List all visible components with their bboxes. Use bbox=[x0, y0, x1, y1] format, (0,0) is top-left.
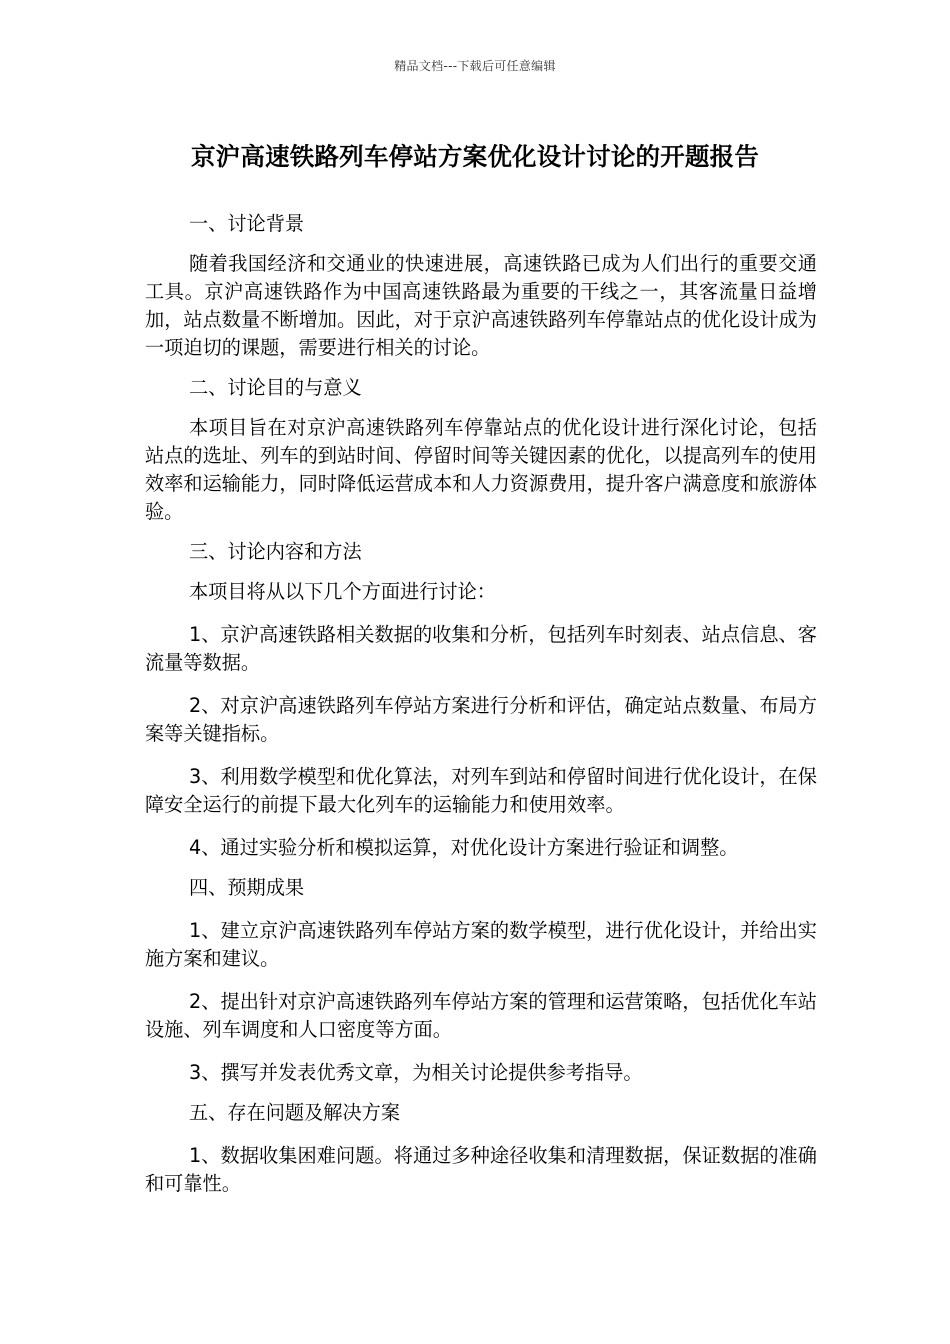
document-body bbox=[145, 210, 817, 1198]
section-heading-purpose: 二、讨论目的与意义 bbox=[189, 376, 362, 399]
paragraph-methods-intro: 本项目将从以下几个方面进行讨论： bbox=[189, 580, 496, 603]
document-title: 京沪高速铁路列车停站方案优化设计讨论的开题报告 bbox=[190, 142, 760, 171]
list-item-method-1: 1、京沪高速铁路相关数据的收集和分析，包括列车时刻表、站点信息、客流量等数据。 bbox=[145, 623, 817, 674]
section-heading-content-methods: 三、讨论内容和方法 bbox=[189, 540, 362, 563]
section-heading-expected-results: 四、预期成果 bbox=[189, 876, 305, 899]
list-item-problem-1: 1、数据收集困难问题。将通过多种途径收集和清理数据，保证数据的准确和可靠性。 bbox=[145, 1144, 817, 1195]
list-item-method-2: 2、对京沪高速铁路列车停站方案进行分析和评估，确定站点数量、布局方案等关键指标。 bbox=[145, 694, 817, 745]
list-item-method-4: 4、通过实验分析和模拟运算，对优化设计方案进行验证和调整。 bbox=[189, 836, 739, 859]
list-item-method-3: 3、利用数学模型和优化算法，对列车到站和停留时间进行优化设计，在保障安全运行的前提下最大化列车的运输能力和使用效率。 bbox=[145, 765, 817, 816]
paragraph-background: 随着我国经济和交通业的快速进展，高速铁路已成为人们出行的重要交通工具。京沪高速铁路作为中国高速铁路最为重要的干线之一，其客流量日益增加，站点数量不断增加。因此，对于京沪高速铁路列车停靠站点的优化设计成为一项迫切的课题，需要进行相关的讨论。 bbox=[145, 252, 817, 359]
paragraph-purpose: 本项目旨在对京沪高速铁路列车停靠站点的优化设计进行深化讨论，包括站点的选址、列车的到站时间、停留时间等关键因素的优化，以提高列车的使用效率和运输能力，同时降低运营成本和人力资源费用，提升客户满意度和旅游体验。 bbox=[145, 416, 817, 523]
page-header-note: 精品文档---下载后可任意编辑 bbox=[394, 59, 556, 73]
section-heading-problems-solutions: 五、存在问题及解决方案 bbox=[189, 1101, 401, 1124]
section-heading-background: 一、讨论背景 bbox=[189, 212, 305, 235]
list-item-result-3: 3、撰写并发表优秀文章，为相关讨论提供参考指导。 bbox=[189, 1061, 643, 1084]
list-item-result-2: 2、提出针对京沪高速铁路列车停站方案的管理和运营策略，包括优化车站设施、列车调度和人口密度等方面。 bbox=[145, 990, 817, 1041]
list-item-result-1: 1、建立京沪高速铁路列车停站方案的数学模型，进行优化设计，并给出实施方案和建议。 bbox=[145, 919, 817, 970]
